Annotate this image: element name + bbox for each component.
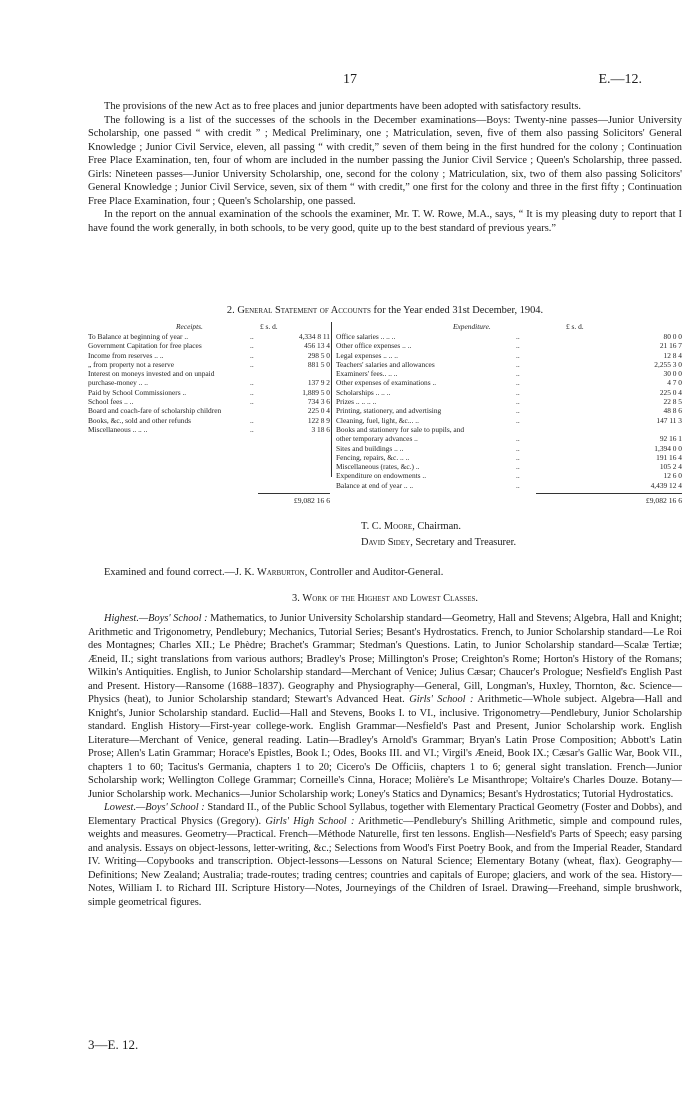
expenditure-description: Balance at end of year .. .. (336, 480, 414, 490)
receipts-row (88, 378, 334, 387)
expenditure-leader: .. (516, 443, 520, 453)
receipts-row (88, 351, 334, 360)
auditor-name: Warburton (256, 567, 305, 578)
receipts-amount: 4,334 8 11 (298, 332, 330, 341)
receipts-amount: 225 0 4 (307, 406, 330, 416)
expenditure-leader: .. (516, 462, 520, 472)
receipts-total-rule (258, 493, 330, 494)
audit-statement (104, 567, 443, 578)
intro-paragraph-3: In the report on the annual examination of the schools the examiner, Mr. T. W. Rowe, M.A., says, “ It is my pleasing duty to report that I have found the work generally, in both schools, to be very good, quite up to the best standard of previous years.” (88, 209, 682, 234)
intro-section (88, 100, 682, 235)
chairman-name: T. C. Moore (361, 521, 413, 532)
intro-paragraph-2: The following is a list of the successes of the schools in the December examinations—Boys: Twenty-nine passes—Junior University Scholarship, one passed “ with credit ” ; Medical Preliminary, one ; Matriculation, seven, five of them also passing Solicitors' General Knowledge ; Junior Civil Service, eleven, all passing “ with credit,” seven of them being in the first hundred for the colony ; Continuation Free Place Examination, ten, four of whom are included in the number passing the Junior Civil Service ; Queen's Scholarship, three passed. Girls: Nineteen passes—Junior University Scholarship, one, second for the colony ; Matriculation, six, two of them also passing Solicitors' General Knowledge ; Junior Civil Service, seven, six of them “ with credit,” one first for the colony and three in the first fifty ; Continuation Free Place Examination, four ; Queen's Scholarship, one passed. (88, 114, 682, 207)
receipts-total: £9,082 16 6 (293, 496, 330, 505)
receipts-leader: .. (250, 397, 254, 407)
expenditure-amount: 1,394 0 0 (654, 443, 682, 453)
expenditure-amount: 80 0 0 (663, 332, 682, 341)
receipts-description: Books, &c., sold and other refunds (88, 415, 192, 425)
expenditure-description: Teachers' salaries and allowances (336, 359, 435, 369)
receipts-amount: 122 8 9 (307, 415, 330, 425)
expenditure-description: Office salaries .. .. .. (336, 332, 396, 341)
expenditure-leader: .. (516, 378, 520, 388)
expenditure-row (336, 444, 682, 453)
receipts-description: purchase-money .. .. (88, 378, 148, 388)
signature-chairman (361, 520, 461, 534)
work-heading-number: 3. (292, 593, 300, 604)
expenditure-leader: .. (516, 406, 520, 416)
receipts-leader: .. (250, 359, 254, 369)
receipts-leader: .. (250, 350, 254, 360)
accounts-table (88, 322, 682, 512)
receipts-currency-head: £ s. d. (260, 322, 278, 331)
receipts-row (88, 360, 334, 369)
highest-girls-label: Girls' School : (409, 694, 474, 705)
expenditure-description: Cleaning, fuel, light, &c... .. (336, 415, 419, 425)
receipts-leader: .. (250, 415, 254, 425)
audit-suffix: , Controller and Auditor-General. (304, 567, 444, 578)
expenditure-amount: 21 16 7 (659, 341, 682, 351)
expenditure-description: Expenditure on endowments .. (336, 471, 427, 481)
accounts-heading-number: 2. (226, 305, 235, 316)
expenditure-amount: 105 2 4 (659, 462, 682, 472)
lowest-girls-label: Girls' High School : (265, 815, 355, 827)
receipts-row (88, 406, 334, 415)
secretary-role: , Secretary and Treasurer. (410, 537, 517, 548)
receipts-row (88, 369, 334, 378)
expenditure-amount: 92 16 1 (659, 434, 682, 444)
expenditure-leader: .. (516, 350, 520, 360)
expenditure-row (336, 351, 682, 360)
expenditure-amount: 191 16 4 (656, 452, 682, 462)
expenditure-leader: .. (516, 332, 520, 341)
expenditure-total-rule (536, 493, 682, 494)
receipts-amount: 1,889 5 0 (302, 387, 330, 397)
expenditure-leader: .. (516, 434, 520, 444)
expenditure-row (336, 471, 682, 480)
accounts-heading (88, 305, 682, 316)
receipts-row (88, 425, 334, 434)
highest-boys-label: Highest.—Boys' School : (104, 613, 208, 624)
expenditure-row (336, 481, 682, 490)
column-divider (331, 322, 332, 477)
receipts-amount: 298 5 0 (307, 350, 330, 360)
highest-girls-text: Arithmetic—Whole subject. Algebra—Hall and Knight's, Junior Scholarship standard. Euclid—Hall and Stevens, Books I. to VI., inclusive. Trigonometry—Pendlebury, Junior Scholarship standard. English History—First-year college-work. English Grammar—Nesfield's Past and Present, Junior Scholarship work. English Literature—Merchant of Venice, general reading. Latin—Bradley's Arnold's Grammar; Bryan's Latin Prose Composition; Abbott's Latin Prose; Allen's Latin Grammar; Horace's Epistles, Book I.; Odes, Books III. and VI.; Virgil's Æneid, Book IX.; Cæsar's Gallic War, Book VII., chapters 1 to 60; Tacitus's Germania, chapters 1 to 20; Cicero's De Officiis, chapters 1 to 6; general sight translation. French—Junior Scholarship work; Wellington College Grammar; Corneille's Cinna, Horace; Molière's Le Misanthrope; Voltaire's Charles Douze. Botany—Junior Scholarship work. Mechanics—Junior Scholarship work; Loney's Statics and Dynamics; Besant's Hydrostatics; Tutorial Hydrostatics. (88, 694, 682, 800)
receipts-leader: .. (250, 332, 254, 341)
expenditure-description: Legal expenses .. .. .. (336, 350, 398, 360)
expenditure-amount: 30 0 0 (663, 369, 682, 379)
receipts-description: Income from reserves .. .. (88, 350, 164, 360)
expenditure-leader: .. (516, 452, 520, 462)
expenditure-row (336, 453, 682, 462)
receipts-description: School fees .. .. (88, 397, 134, 407)
receipts-row (88, 416, 334, 425)
signature-secretary (361, 536, 516, 550)
receipts-row (88, 388, 334, 397)
receipts-column (88, 332, 334, 434)
receipts-amount: 137 9 2 (307, 378, 330, 388)
expenditure-amount: 22 8 5 (663, 397, 682, 407)
work-heading-title: Work of the Highest and Lowest Classes. (302, 593, 478, 604)
receipts-leader: .. (250, 387, 254, 397)
expenditure-amount: 4 7 0 (667, 378, 682, 388)
receipts-description: Miscellaneous .. .. .. (88, 424, 148, 434)
receipts-description: Interest on moneys invested and on unpaid (88, 369, 215, 379)
expenditure-leader: .. (516, 480, 520, 490)
receipts-leader: .. (250, 341, 254, 351)
expenditure-description: Printing, stationery, and advertising (336, 406, 442, 416)
lowest-classes-paragraph (88, 801, 682, 909)
page-number: 17 (343, 72, 357, 87)
expenditure-row (336, 369, 682, 378)
expenditure-amount: 4,439 12 4 (650, 480, 682, 490)
expenditure-description: Prizes .. .. .. .. (336, 397, 377, 407)
receipts-description: Government Capitation for free places (88, 341, 202, 351)
intro-paragraph-1: The provisions of the new Act as to free places and junior departments have been adopted with satisfactory results. (104, 101, 581, 112)
expenditure-currency-head: £ s. d. (566, 322, 584, 331)
receipts-amount: 3 18 6 (311, 424, 330, 434)
lowest-girls-text: Arithmetic—Pendlebury's Shilling Arithmetic, simple and compound rules, weights and measures. Geometry—Practical. French—Méthode Naturelle, first ten lessons. English—Nesfield's Parts of Speech; easy parsing and analysis. Essays on object-lessons, letter-writing, &c.; Selections from Wood's First Poetry Book, and from the Imperial Reader, Standard IV. Writing—Copybooks and transcription. Object-lessons—Lessons on Natural Science; Elementary Botany (wheat, flax). Geography—Definitions; New Zealand; Australia; trade-routes; trading centres; countries and capitals of Europe; glaciers, and work of the sea. History—Notes, William I. to Richard III. Scripture History—Notes, Journeyings of the Children of Israel. Drawing—Freehand, simple brushwork, simple geometrical figures. (88, 815, 682, 908)
expenditure-leader: .. (516, 397, 520, 407)
signature-mark: 3—E. 12. (88, 1037, 139, 1052)
work-heading (88, 593, 682, 604)
expenditure-leader: .. (516, 369, 520, 379)
audit-prefix: Examined and found correct.—J. K. (104, 567, 257, 578)
expenditure-heading: Expenditure. (453, 322, 491, 331)
expenditure-leader: .. (516, 415, 520, 425)
highest-classes-paragraph (88, 612, 682, 801)
receipts-amount: 881 5 0 (307, 359, 330, 369)
expenditure-row (336, 378, 682, 387)
expenditure-row (336, 388, 682, 397)
expenditure-column (336, 332, 682, 490)
receipts-leader: .. (250, 424, 254, 434)
expenditure-row (336, 341, 682, 350)
expenditure-amount: 147 11 3 (656, 415, 682, 425)
expenditure-amount: 12 8 4 (663, 350, 682, 360)
expenditure-row (336, 332, 682, 341)
expenditure-total: £9,082 16 6 (645, 496, 682, 505)
receipts-description: Board and coach-fare of scholarship children (88, 406, 222, 416)
expenditure-description: Other office expenses .. .. (336, 341, 412, 351)
receipts-leader: .. (250, 378, 254, 388)
expenditure-row (336, 462, 682, 471)
expenditure-row (336, 425, 682, 434)
expenditure-row (336, 406, 682, 415)
expenditure-amount: 2,255 3 0 (654, 359, 682, 369)
expenditure-description: Other expenses of examinations .. (336, 378, 437, 388)
chairman-role: , Chairman. (412, 521, 461, 532)
expenditure-description: Fencing, repairs, &c. .. .. (336, 452, 410, 462)
expenditure-row (336, 397, 682, 406)
expenditure-leader: .. (516, 341, 520, 351)
receipts-row (88, 332, 334, 341)
expenditure-row (336, 434, 682, 443)
secretary-name: David Sidey (361, 537, 411, 548)
expenditure-description: Sites and buildings .. .. (336, 443, 404, 453)
receipts-row (88, 341, 334, 350)
expenditure-amount: 48 8 6 (663, 406, 682, 416)
lowest-boys-text: Standard II., of the Public School Syllabus, together with Elementary Practical Geometry (Foster and Dobbs), and Elementary Practical Physics (Gregory). (88, 802, 682, 827)
expenditure-description: other temporary advances .. (336, 434, 418, 444)
expenditure-amount: 225 0 4 (659, 387, 682, 397)
receipts-heading: Receipts. (176, 322, 203, 331)
expenditure-amount: 12 6 0 (663, 471, 682, 481)
lowest-boys-label: Lowest.—Boys' School : (104, 802, 205, 813)
receipts-description: Paid by School Commissioners .. (88, 387, 187, 397)
receipts-row (88, 397, 334, 406)
expenditure-leader: .. (516, 387, 520, 397)
expenditure-description: Miscellaneous (rates, &c.) .. (336, 462, 420, 472)
accounts-heading-title: General Statement of Accounts (237, 305, 371, 316)
expenditure-leader: .. (516, 471, 520, 481)
report-reference: E.—12. (598, 72, 642, 87)
expenditure-description: Examiners' fees.. .. .. (336, 369, 398, 379)
receipts-amount: 734 3 6 (307, 397, 330, 407)
receipts-amount: 456 13 4 (304, 341, 330, 351)
expenditure-row (336, 416, 682, 425)
expenditure-description: Scholarships .. .. .. (336, 387, 391, 397)
expenditure-description: Books and stationery for sale to pupils, and (336, 424, 465, 434)
receipts-description: To Balance at beginning of year .. (88, 332, 189, 341)
expenditure-row (336, 360, 682, 369)
receipts-description: „ from property not a reserve (88, 359, 174, 369)
highest-boys-text: Mathematics, to Junior University Scholarship standard—Geometry, Hall and Stevens; Algebra, Hall and Knight; Arithmetic and Trigonometry, Pendlebury; Mechanics, Tutorial Series; Besant's Hydrostatics. French, to Junior Scholarship standard—Le Roi des Montagnes; Charles XII.; Le Phèdre; Brachet's Grammar; Stedman's Questions. Latin, to Junior Scholarship standard—Scalæ Tertiæ; Æneid, II.; sight translations from various authors; Bradley's Prose; Millington's Prose; Creighton's Rome; Horton's History of the Romans; Wilkin's Antiquities. English, to Junior Scholarship standard—Merchant of Venice; Julius Cæsar; Chaucer's Prologue; Nesfield's English Past and Present. History—Ransome (1688–1837). Geography and Physiography—General, Gill, Longman's, Huxley, Thornton, &c. Science—Physics (heat), to Junior Scholarship standard; Stewart's Advanced Heat. (88, 613, 682, 705)
accounts-heading-period: for the Year ended 31st December, 1904. (373, 305, 544, 316)
work-section (88, 612, 682, 909)
expenditure-leader: .. (516, 359, 520, 369)
